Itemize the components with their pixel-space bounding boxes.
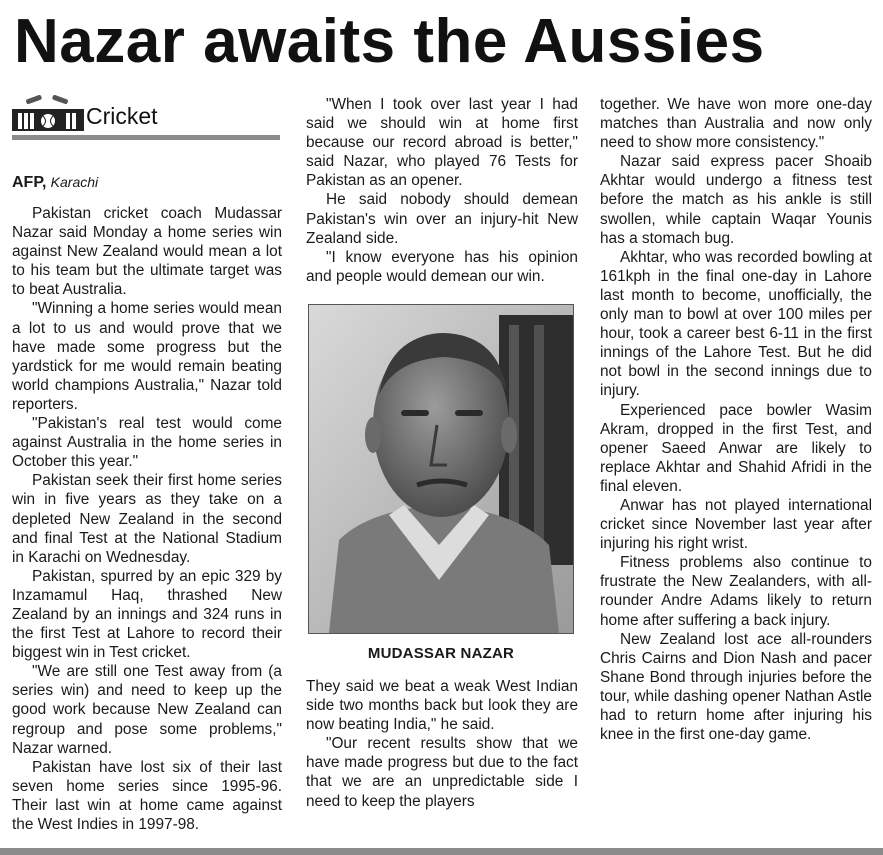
paragraph: "Pakistan's real test would come against Australia in the home series in October this year.": [12, 415, 282, 471]
byline: [12, 173, 282, 192]
section-divider: [12, 135, 280, 140]
article-column-2: [306, 95, 578, 811]
paragraph: "Our recent results show that we have made progress but due to the fact that we are an unpredictable side I need to keep the players: [306, 735, 578, 810]
paragraph: Experienced pace bowler Wasim Akram, dropped in the first Test, and opener Saeed Anwar are likely to replace Akhtar and Shahid Afridi in the final eleven.: [600, 401, 872, 495]
photo-caption: MUDASSAR NAZAR: [367, 644, 515, 662]
cricket-stumps-ball-icon: [12, 95, 84, 131]
photo-block: [306, 304, 576, 663]
paragraph: They said we beat a weak West Indian side two months back but look they are now beating India," he said.: [306, 677, 578, 734]
paragraph: He said nobody should demean Pakistan's win over an injury-hit New Zealand side.: [306, 191, 578, 247]
portrait-photo: [308, 304, 574, 634]
byline-city: Karachi: [50, 174, 99, 190]
paragraph: "We are still one Test away from (a series win) and need to keep up the good work because New Zealand can regroup and pose some problems," Nazar warned.: [12, 663, 282, 757]
paragraph: Akhtar, who was recorded bowling at 161kph in the final one-day in Lahore last month to become, unofficially, the only man to bowl at over 100 miles per hour, took a career best 6-11 in the first innings of the Lahore Test. But he did not bowl in the second innings due to injury.: [600, 248, 872, 400]
paragraph: Pakistan have lost six of their last seven home series since 1995-96. Their last win at home came against the West Indies in 1997-98.: [12, 758, 282, 833]
article-column-3: [600, 95, 872, 744]
paragraph: together. We have won more one-day matches than Australia and now only need to show more consistency.": [600, 96, 872, 152]
paragraph: Anwar has not played international cricket since November last year after injuring his right wrist.: [600, 496, 872, 553]
paragraph: "When I took over last year I had said we should win at home first because our record abroad is better," said Nazar, who played 76 Tests for Pakistan as an opener.: [306, 96, 578, 190]
paragraph: "I know everyone has his opinion and people would demean our win.: [306, 248, 578, 285]
article-column-1: [12, 95, 282, 834]
headline: Nazar awaits the Aussies: [14, 7, 765, 76]
paragraph: "Winning a home series would mean a lot to us and would prove that we have made some progress but the yardstick for me would remain beating world champions Australia," Nazar told reporters.: [12, 300, 282, 413]
section-tag: [12, 95, 282, 131]
paragraph: Pakistan seek their first home series win in five years as they take on a depleted New Zealand in the second and final Test at the National Stadium in Karachi on Wednesday.: [12, 472, 282, 566]
paragraph: Fitness problems also continue to frustrate the New Zealanders, with all-rounder Andre Adams likely to return home after suffering a back injury.: [600, 554, 872, 629]
paragraph: Nazar said express pacer Shoaib Akhtar would undergo a fitness test before the match as his ankle is still swollen, while captain Waqar Younis has a stomach bug.: [600, 153, 872, 247]
byline-agency: AFP,: [12, 174, 47, 191]
bottom-divider: [0, 848, 883, 855]
paragraph: Pakistan, spurred by an epic 329 by Inzamamul Haq, thrashed New Zealand by an innings and 324 runs in the first Test at Lahore to record their biggest win in Test cricket.: [12, 567, 282, 662]
section-label: Cricket: [86, 103, 158, 129]
paragraph: New Zealand lost ace all-rounders Chris Cairns and Dion Nash and pacer Shane Bond through injuries before the tour, while dashing opener Nathan Astle had to return home after injuring his knee in the first one-day game.: [600, 630, 872, 744]
paragraph: Pakistan cricket coach Mudassar Nazar said Monday a home series win against New Zealand would mean a lot to his team but the ultimate target was to beat Australia.: [12, 205, 282, 299]
